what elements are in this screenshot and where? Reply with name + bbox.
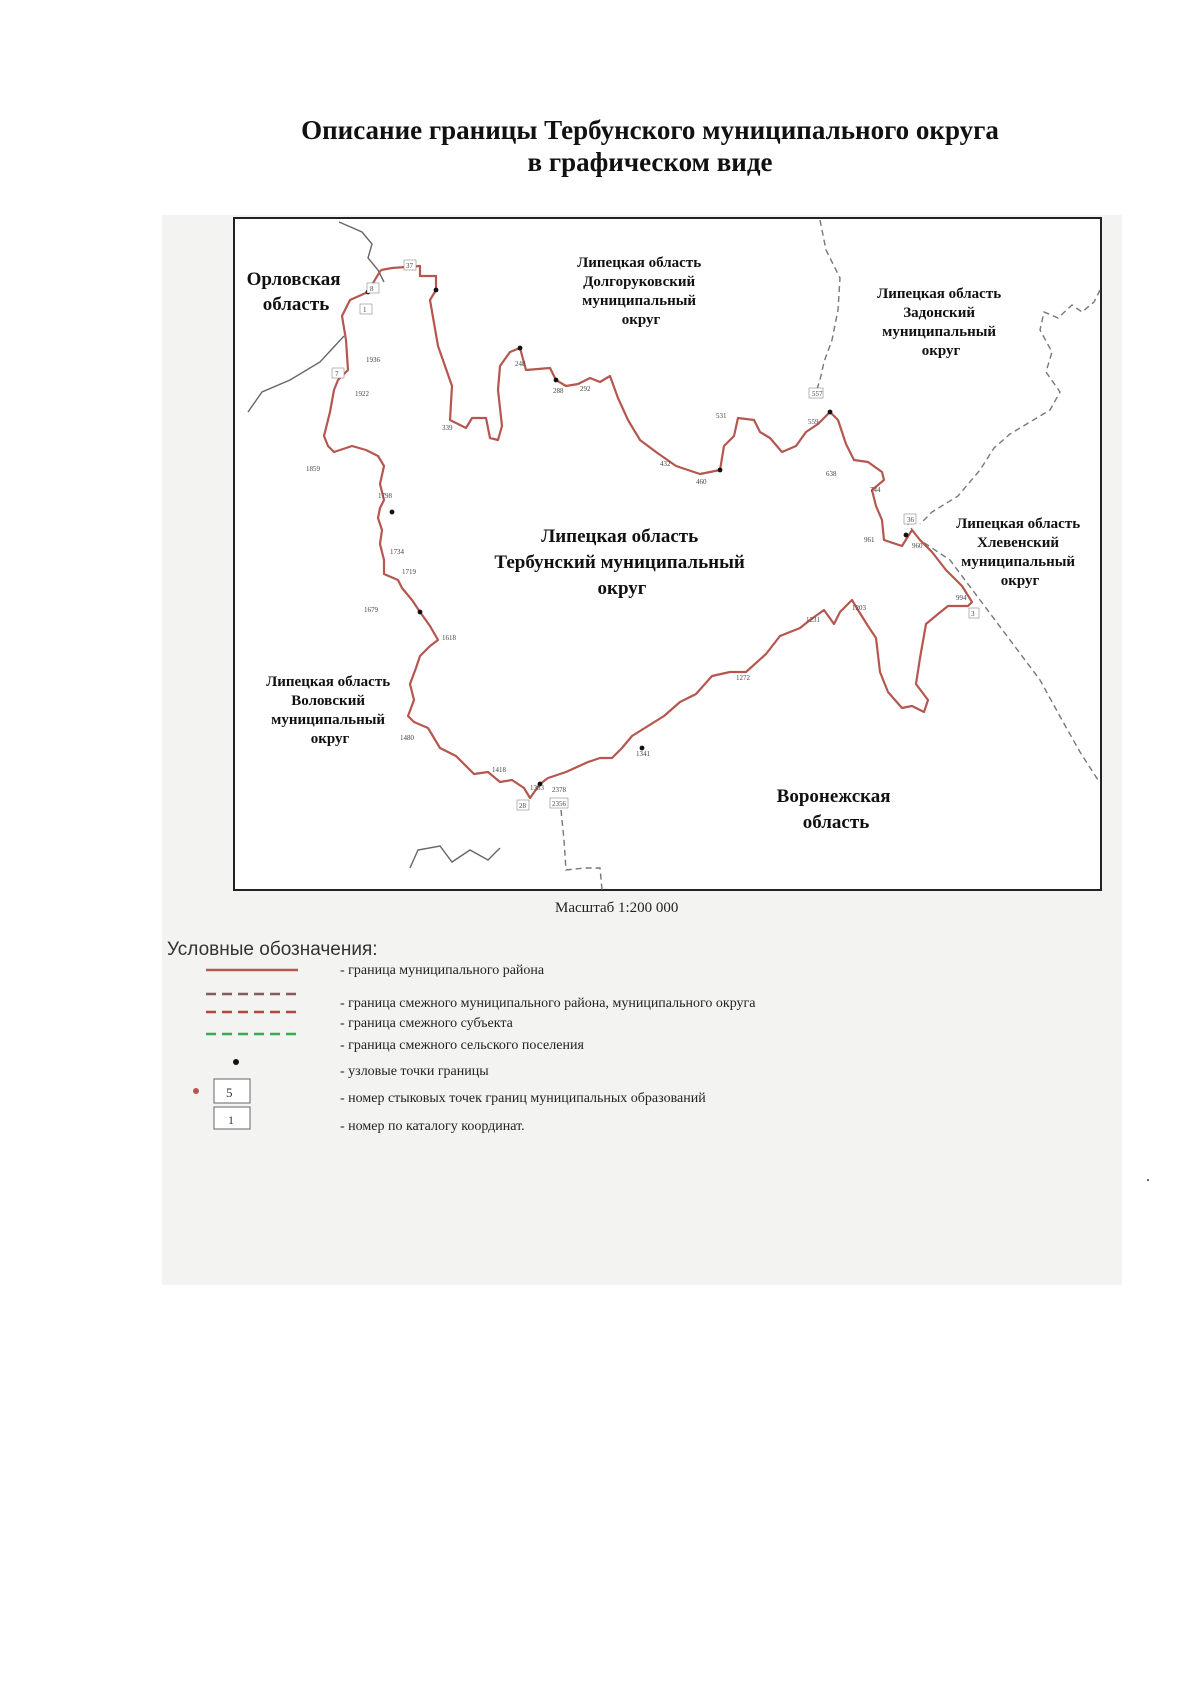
svg-text:7: 7 [335,370,339,378]
point-label [912,542,923,550]
point-label [400,734,415,742]
point-label [826,470,837,478]
svg-text:1859: 1859 [306,465,320,473]
point-label [580,385,591,393]
point-label [442,634,457,642]
label-orel: Орловская область [246,269,341,315]
legend-catalog-number: 1 [228,1113,234,1127]
svg-text:2378: 2378 [552,786,566,794]
svg-text:1719: 1719 [402,568,416,576]
point-label [378,492,393,500]
label-volovo: Липецкая область Воловский муниципальный округ [266,674,391,747]
legend-item-adjacent-district: - граница смежного муниципального района, муниципального округа [340,996,756,1011]
point-label [390,548,405,556]
svg-text:638: 638 [826,470,837,478]
label-dolgorukov: Липецкая область Долгоруковский муниципальный округ [577,255,702,328]
trailing-period: . [1146,1168,1150,1185]
svg-text:1480: 1480 [400,734,414,742]
svg-text:248: 248 [515,360,526,368]
svg-text:36: 36 [907,516,914,524]
legend-item-district-boundary: - граница муниципального района [340,963,545,978]
legend-title: Условные обозначения: [167,939,378,960]
svg-text:531: 531 [716,412,727,420]
point-label [969,608,979,618]
svg-text:1: 1 [363,306,367,314]
point-label [517,800,529,810]
point-label [696,478,707,486]
legend-symbol-node-point [233,1059,239,1065]
legend-junction-number: 5 [226,1085,233,1100]
svg-text:460: 460 [696,478,707,486]
svg-text:1203: 1203 [852,604,866,612]
title-line-1: Описание границы Тербунского муниципального округа [301,115,999,145]
svg-text:1922: 1922 [355,390,369,398]
label-terbuny: Липецкая область Тербунский муниципальный округ [494,526,745,599]
point-label [553,387,564,395]
point-label [366,356,381,364]
point-label [636,750,651,758]
legend-item-catalog-numbers: - номер по каталогу координат. [340,1119,525,1134]
svg-text:288: 288 [553,387,564,395]
point-label [716,412,727,420]
svg-text:961: 961 [864,536,875,544]
point-label [870,486,881,494]
point-label [404,260,416,270]
legend-item-adjacent-subject: - граница смежного субъекта [340,1016,513,1031]
point-label [864,536,875,544]
point-label [332,368,344,378]
point-label [402,568,417,576]
svg-text:37: 37 [406,262,413,270]
svg-text:1272: 1272 [736,674,750,682]
point-label [364,606,379,614]
title-line-2: в графическом виде [527,147,773,177]
legend-symbols [193,970,298,1129]
svg-text:559: 559 [808,418,819,426]
point-label [809,388,823,398]
svg-text:2356: 2356 [552,800,566,808]
svg-text:1383: 1383 [530,784,544,792]
legend-item-node-points: - узловые точки границы [340,1064,489,1079]
point-label [808,418,819,426]
svg-text:1936: 1936 [366,356,380,364]
point-label [852,604,867,612]
map-scale: Масштаб 1:200 000 [555,900,679,916]
svg-text:557: 557 [812,390,823,398]
point-label [306,465,321,473]
svg-text:432: 432 [660,460,671,468]
svg-text:339: 339 [442,424,453,432]
point-label [904,514,916,524]
point-label [806,616,821,624]
legend-item-adjacent-settlement: - граница смежного сельского поселения [340,1038,584,1053]
label-khlevnoe: Липецкая область Хлевенский муниципальный округ [956,516,1081,589]
point-label [552,786,567,794]
svg-text:1618: 1618 [442,634,456,642]
svg-text:744: 744 [870,486,881,494]
svg-text:1679: 1679 [364,606,378,614]
point-label [956,594,967,602]
svg-text:1418: 1418 [492,766,506,774]
point-label [660,460,671,468]
label-zadonsk: Липецкая область Задонский муниципальный округ [877,286,1002,359]
legend-item-junction-numbers: - номер стыковых точек границ муниципальных образований [340,1091,706,1106]
svg-text:292: 292 [580,385,591,393]
svg-text:3: 3 [971,610,975,618]
point-label [355,390,370,398]
point-label [492,766,507,774]
point-label [515,360,526,368]
legend-symbol-junction-dot [193,1088,199,1094]
svg-text:960: 960 [912,542,923,550]
point-label [360,304,372,314]
svg-text:1231: 1231 [806,616,820,624]
point-label [530,784,545,792]
point-label [736,674,751,682]
svg-text:8: 8 [370,285,374,293]
svg-text:1798: 1798 [378,492,392,500]
point-label [367,283,379,293]
point-label [550,798,568,808]
point-label [442,424,453,432]
svg-text:28: 28 [519,802,526,810]
svg-text:1734: 1734 [390,548,404,556]
label-voronezh: Воронежская область [776,786,891,833]
svg-text:1341: 1341 [636,750,650,758]
svg-text:994: 994 [956,594,967,602]
